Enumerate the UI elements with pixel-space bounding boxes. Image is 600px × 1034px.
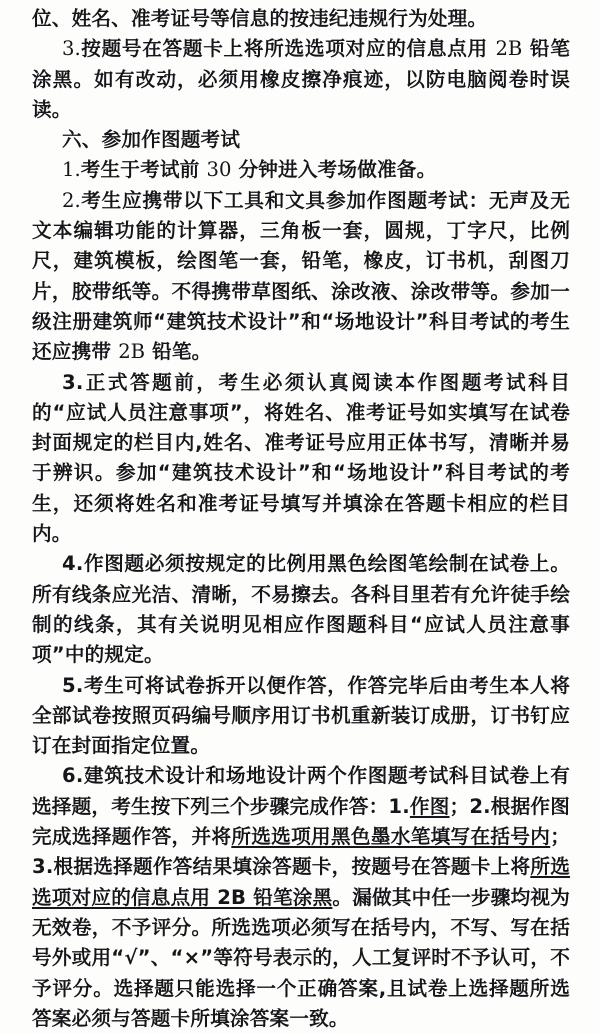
underlined-phrase-ink-pen: 所选选项用黑色墨水笔填写在括号内: [231, 825, 551, 849]
paragraph-item-4: 4.作图题必须按规定的比例用黑色绘图笔绘制在试卷上。所有线条应光洁、清晰，不易擦去。各科目里若有允许徒手绘制的线条，其有关说明见相应作图题科目“应试人员注意事项”中的规定。: [32, 552, 570, 667]
item-6-segment-4: ；3.根据选择题作答结果填涂答题卡，按题号在答题卡上将: [32, 825, 571, 879]
underlined-phrase-pencil-fill: 所选选项对应的信息点用 2B 铅笔涂黑: [32, 855, 571, 909]
item-6-segment-0: 6.建筑技术设计和场地设计两个作图题考试科目试卷上有选择题，考生按下列三个步骤完成作答：1.: [32, 764, 570, 818]
item-6-segment-2: ；2.根据作图完成选择题作答，并将: [32, 794, 571, 849]
pencil-grade-label: 2B: [118, 340, 146, 364]
item-text: 考生于考试前: [80, 158, 207, 182]
item-text-tail: 铅笔涂黑。如有改动，必须用橡皮擦净痕迹，以防电脑阅卷时误读。: [32, 37, 570, 121]
item-number: 2.: [62, 188, 81, 212]
document-body: [32, 4, 570, 1034]
paragraph-item-6: [32, 761, 570, 1034]
minutes-value: 30: [206, 158, 232, 182]
pencil-grade-label: 2B: [495, 37, 523, 61]
item-text: 考生应携带以下工具和文具参加作图题考试：无声及无文本编辑功能的计算器，三角板一套，圆规，丁字尺，比例尺，建筑模板，绘图笔一套，铅笔，橡皮，订书机，刮图刀片，胶带纸等。不得携带草图纸、涂改液、涂改带等。参加一级注册建筑师“建筑技术设计”和“场地设计”科目考试的考生还应携带: [32, 188, 570, 364]
paragraph-item-5: 5.考生可将试卷拆开以便作答，作答完毕后由考生本人将全部试卷按照页码编号顺序用订书机重新装订成册，订书钉应订在封面指定位置。: [32, 673, 570, 758]
item-number: 3.: [62, 37, 81, 61]
item-text: 按题号在答题卡上将所选选项对应的信息点用: [80, 37, 496, 61]
item-number: 1.: [62, 158, 81, 182]
paragraph-item-3: 3.正式答题前，考生必须认真阅读本作图题考试科目的“应试人员注意事项”，将姓名、准考证号如实填写在试卷封面规定的栏目内,姓名、准考证号应用正体书写，清晰并易于辨识。参加“建筑技术设计”和“场地设计”科目考试的考生，还须将姓名和准考证号填写并填涂在答题卡相应的栏目内。: [32, 370, 570, 546]
underlined-phrase-draw: 作图: [409, 794, 450, 818]
paragraph-item-2: [32, 186, 570, 368]
paragraph-item-3-pencil: [32, 34, 570, 125]
item-text-tail: 铅笔。: [145, 340, 212, 364]
item-6-segment-6: 。漏做其中任一步骤均视为无效卷，不予评分。所选选项必须写在括号内，不写、写在括号外或用“√”、“×”等符号表示的，人工复评时不予认可，不予评分。选择题只能选择一个正确答案,且试卷上选择题所选答案必须与答题卡所填涂答案一致。: [32, 885, 570, 1030]
item-text-tail: 分钟进入考场做准备。: [231, 158, 437, 182]
paragraph-item-1: [32, 155, 570, 185]
paragraph-continuation: 位、姓名、准考证号等信息的按违纪违规行为处理。: [32, 7, 488, 30]
section-heading-six: 六、参加作图题考试: [62, 128, 241, 152]
